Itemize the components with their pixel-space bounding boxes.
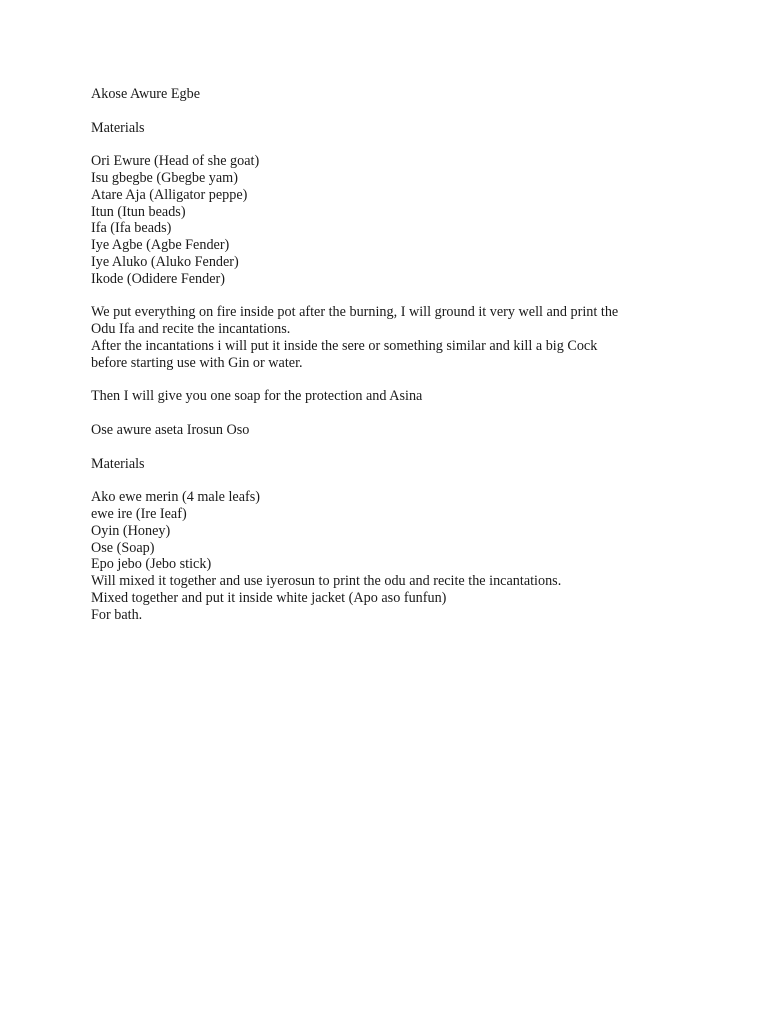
procedure-paragraph — [91, 304, 691, 371]
instruction-line: Mixed together and put it inside white jacket (Apo aso funfun) — [91, 589, 447, 606]
blank-line — [91, 288, 691, 305]
list-item: Oyin (Honey) — [91, 522, 171, 539]
instructions — [91, 573, 691, 623]
list-item: Itun (Itun beads) — [91, 203, 186, 220]
paragraph-line: Odu Ifa and recite the incantations. — [91, 321, 291, 338]
instruction-line: For bath. — [91, 606, 143, 623]
soap-paragraph: Then I will give you one soap for the protection and Asina — [91, 388, 423, 405]
blank-line — [91, 439, 691, 456]
blank-line — [91, 472, 691, 489]
materials-heading: Materials — [91, 119, 145, 136]
document-body — [91, 86, 691, 624]
list-item: Ikode (Odidere Fender) — [91, 270, 225, 287]
list-item: Iye Agbe (Agbe Fender) — [91, 237, 230, 254]
section-title: Ose awure aseta Irosun Oso — [91, 421, 250, 438]
blank-line — [91, 103, 691, 120]
materials-list — [91, 153, 691, 287]
instruction-line: Will mixed it together and use iyerosun to print the odu and recite the incantations. — [91, 573, 562, 590]
blank-line — [91, 405, 691, 422]
list-item: Ose (Soap) — [91, 539, 155, 556]
list-item: Epo jebo (Jebo stick) — [91, 556, 212, 573]
list-item: Ako ewe merin (4 male leafs) — [91, 489, 260, 506]
materials-list — [91, 489, 691, 573]
document-title: Akose Awure Egbe — [91, 86, 201, 102]
list-item: Ori Ewure (Head of she goat) — [91, 153, 260, 170]
list-item: Ifa (Ifa beads) — [91, 220, 172, 237]
materials-heading: Materials — [91, 455, 145, 472]
blank-line — [91, 136, 691, 153]
list-item: Atare Aja (Alligator peppe) — [91, 186, 248, 203]
list-item: Iye Aluko (Aluko Fender) — [91, 253, 239, 270]
list-item: Isu gbegbe (Gbegbe yam) — [91, 169, 238, 186]
paragraph-line: We put everything on fire inside pot after the burning, I will ground it very well and print the — [91, 304, 619, 321]
paragraph-line: After the incantations i will put it inside the sere or something similar and kill a big Cock — [91, 337, 598, 354]
list-item: ewe ire (Ire Ieaf) — [91, 505, 187, 522]
blank-line — [91, 372, 691, 389]
paragraph-line: before starting use with Gin or water. — [91, 354, 303, 371]
